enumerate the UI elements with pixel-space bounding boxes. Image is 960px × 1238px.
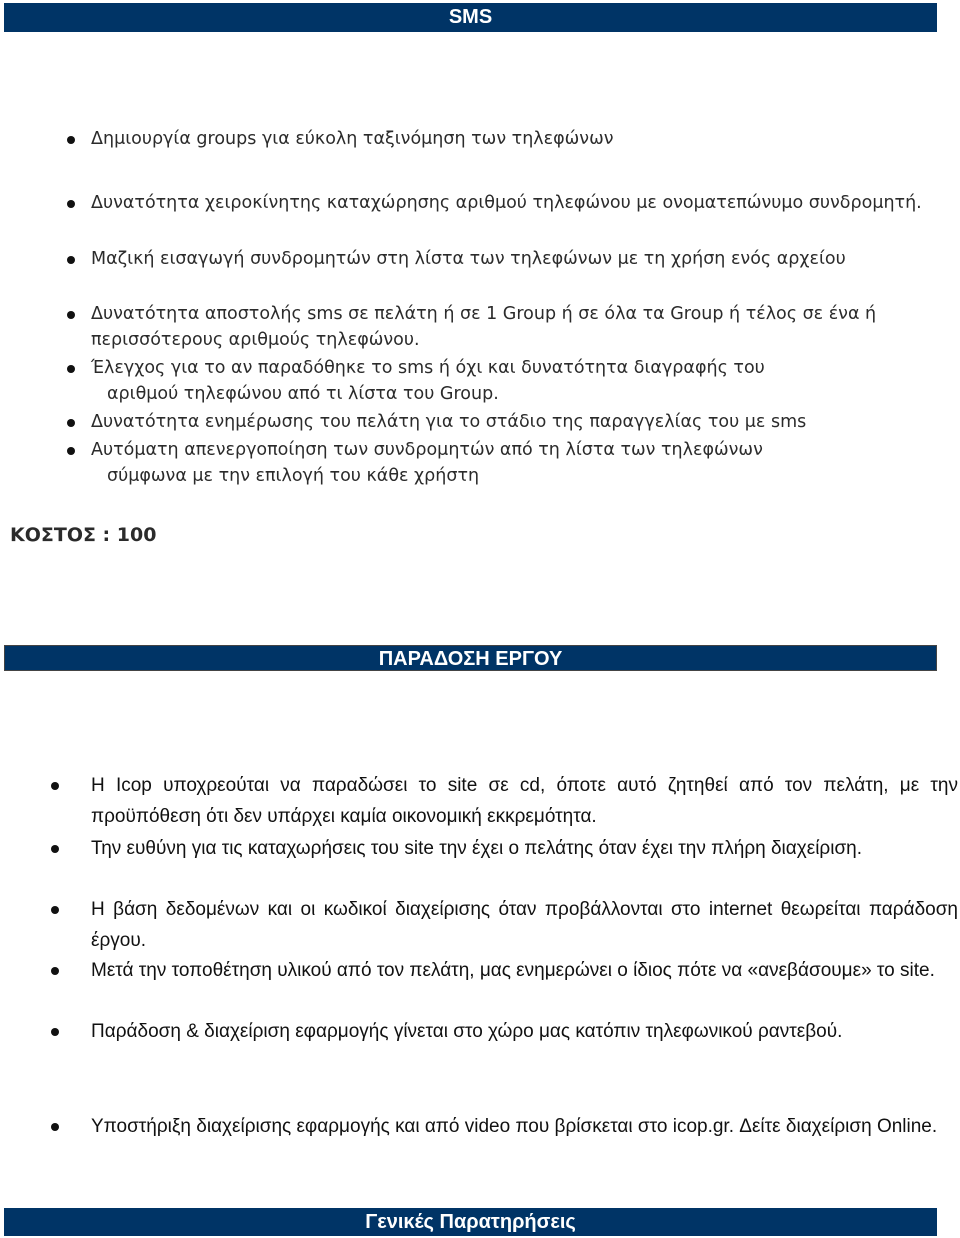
list-item: Δημιουργία groups για εύκολη ταξινόμηση των τηλεφώνων [91,126,953,152]
list-item-line: Έλεγχος για το αν παραδόθηκε το sms ή όχι και δυνατότητα διαγραφής του [91,358,765,378]
list-item-line: Αυτόματη απενεργοποίηση των συνδρομητών από τη λίστα των τηλεφώνων [91,440,763,460]
list-item: Μετά την τοποθέτηση υλικού από τον πελάτη, μας ενημερώνει ο ίδιος πότε να «ανεβάσουμε» το site. [91,955,958,986]
list-item: Δυνατότητα ενημέρωσης του πελάτη για το στάδιο της παραγγελίας του με sms [91,409,953,435]
list-item: Υποστήριξη διαχείρισης εφαρμογής και από video που βρίσκεται στο icop.gr. Δείτε διαχείριση Online. [91,1111,958,1142]
list-item: Δυνατότητα αποστολής sms σε πελάτη ή σε 1 Group ή σε όλα τα Group ή τέλος σε ένα ή περισσότερους αριθμούς τηλεφώνου. [91,301,953,353]
sms-section-header: SMS [4,3,937,32]
list-item: Δυνατότητα χειροκίνητης καταχώρησης αριθμού τηλεφώνου με ονοματεπώνυμο συνδρομητή. [91,190,953,216]
list-item [91,355,953,407]
list-item [91,437,953,489]
list-item: Η Icop υποχρεούται να παραδώσει το site σε cd, όποτε αυτό ζητηθεί από τον πελάτη, με την προϋπόθεση ότι δεν υπάρχει καμία οικονομική εκκρεμότητα. [91,770,958,832]
list-item-line: αριθμού τηλεφώνου από τι λίστα του Group. [107,384,499,404]
delivery-section-header: ΠΑΡΑΔΟΣΗ ΕΡΓΟΥ [4,645,937,671]
general-notes-header: Γενικές Παρατηρήσεις [4,1208,937,1236]
list-item: Την ευθύνη για τις καταχωρήσεις του site την έχει ο πελάτης όταν έχει την πλήρη διαχείριση. [91,833,958,864]
list-item: Μαζική εισαγωγή συνδρομητών στη λίστα των τηλεφώνων με τη χρήση ενός αρχείου [91,246,953,272]
list-item: Η βάση δεδομένων και οι κωδικοί διαχείρισης όταν προβάλλονται στο internet θεωρείται παράδοση έργου. [91,894,958,956]
list-item-line: σύμφωνα με την επιλογή του κάθε χρήστη [107,466,480,486]
cost-label: ΚΟΣΤΟΣ : 100 [10,524,157,546]
list-item: Παράδοση & διαχείριση εφαρμογής γίνεται στο χώρο μας κατόπιν τηλεφωνικού ραντεβού. [91,1016,958,1047]
